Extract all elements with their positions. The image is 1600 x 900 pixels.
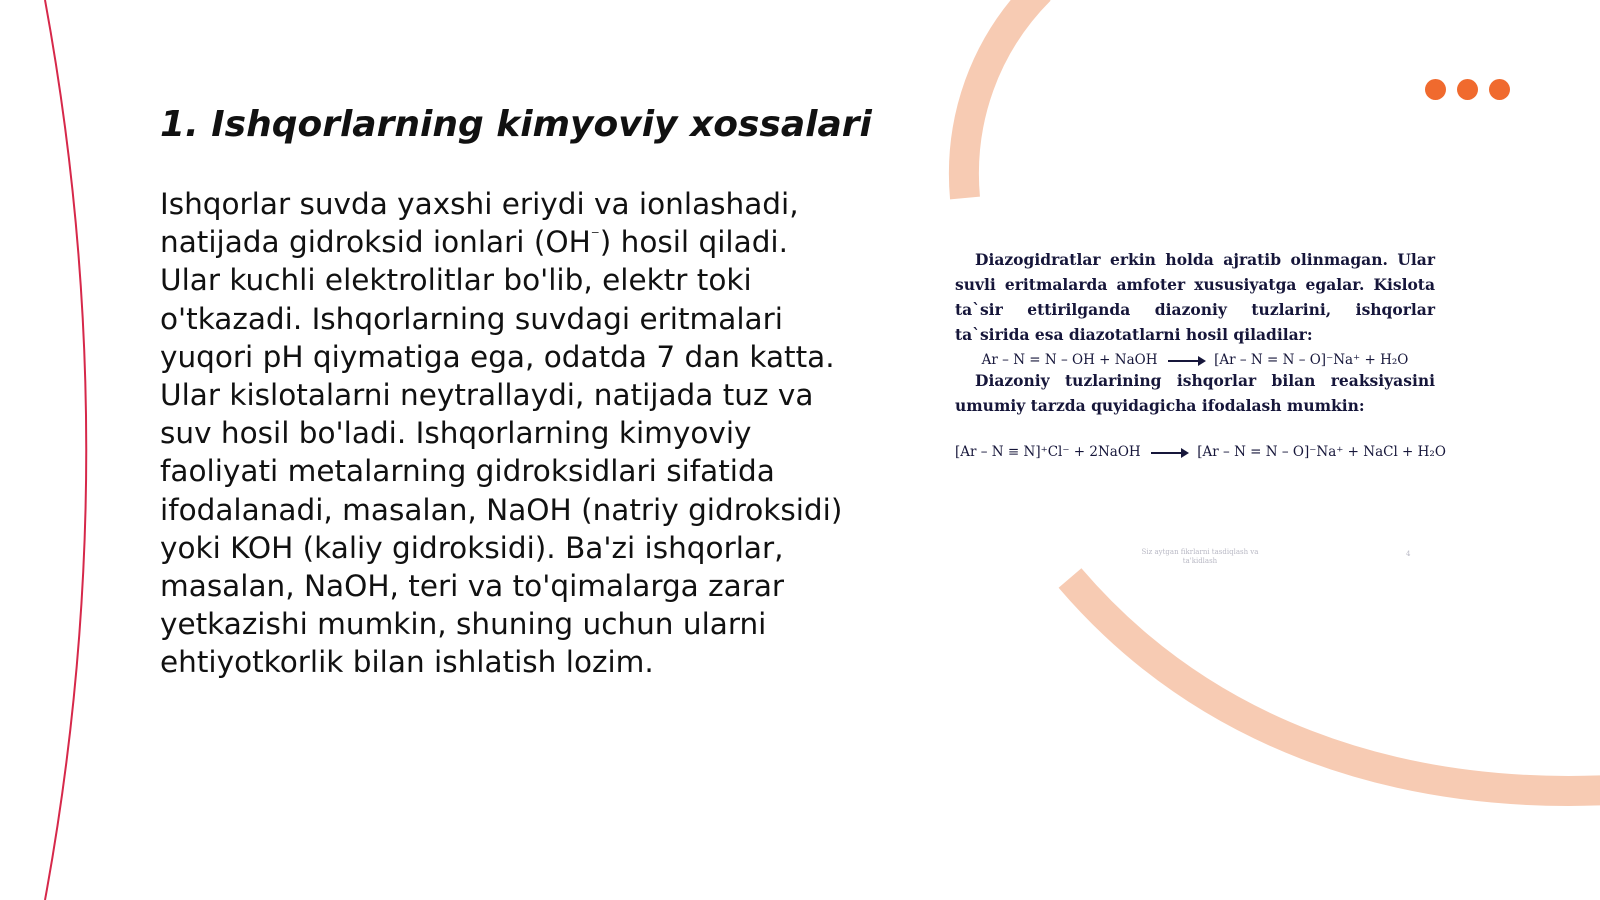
equation-2-left: [Ar – N ≡ N]⁺Cl⁻ + 2NaOH bbox=[955, 444, 1141, 460]
dot-icon bbox=[1457, 79, 1478, 100]
reaction-arrow-icon bbox=[1151, 452, 1187, 454]
dot-icon bbox=[1489, 79, 1510, 100]
scan-paragraph-2: Diazoniy tuzlarining ishqorlar bilan reaksiyasini umumiy tarzda quyidagicha ifodalash mumkin: bbox=[955, 371, 1435, 415]
left-accent-line bbox=[45, 0, 86, 900]
hydroxide-charge: ⁻ bbox=[590, 226, 600, 247]
scan-equation-2 bbox=[955, 444, 1446, 460]
slide-body-text bbox=[160, 185, 850, 682]
bottom-orange-arc bbox=[1070, 578, 1600, 791]
scan-faint-caption: Siz aytgan fikrlarni tasdiqlash va ta'kidlash bbox=[1141, 548, 1259, 565]
scan-page-number: 4 bbox=[1406, 550, 1411, 558]
scan-equation-1 bbox=[955, 352, 1435, 368]
scan-paragraph-1: Diazogidratlar erkin holda ajratib olinmagan. Ular suvli eritmalarda amfoter xususiyatga egalar. Kislota ta`sir ettirilganda diazoniy tuzlarini, ishqorlar ta`sirida esa diazotatlarni hosil qiladilar: bbox=[955, 250, 1435, 344]
reaction-arrow-icon bbox=[1168, 360, 1204, 362]
equation-1-right: [Ar – N = N – O]⁻Na⁺ + H₂O bbox=[1214, 352, 1409, 368]
dot-icon bbox=[1425, 79, 1446, 100]
body-text-part2: ) hosil qiladi. Ular kuchli elektrolitlar bo'lib, elektr toki o'tkazadi. Ishqorlarning suvdagi eritmalari yuqori pH qiymatiga ega, odatda 7 dan katta. Ular kislotalarni neytrallaydi, natijada tuz va suv hosil bo'ladi. Ishqorlarning kimyoviy faoliyati metalarning gidroksidlari sifatida ifodalanadi, masalan, NaOH (natriy gidroksidi) yoki KOH (kaliy gidroksidi). Ba'zi ishqorlar, masalan, NaOH, teri va to'qimalarga zarar yetkazishi mumkin, shuning uchun ularni ehtiyotkorlik bilan ishlatish lozim. bbox=[160, 225, 843, 680]
menu-dots bbox=[1425, 79, 1510, 100]
scanned-textbook-image bbox=[955, 247, 1446, 460]
equation-2-right: [Ar – N = N – O]⁻Na⁺ + NaCl + H₂O bbox=[1197, 444, 1446, 460]
body-text-part1: Ishqorlar suvda yaxshi eriydi va ionlashadi, natijada gidroksid ionlari (OH bbox=[160, 187, 799, 260]
slide-title: 1. Ishqorlarning kimyoviy xossalari bbox=[160, 104, 872, 145]
top-orange-arc bbox=[964, 0, 1040, 198]
equation-1-left: Ar – N = N – OH + NaOH bbox=[981, 352, 1158, 368]
